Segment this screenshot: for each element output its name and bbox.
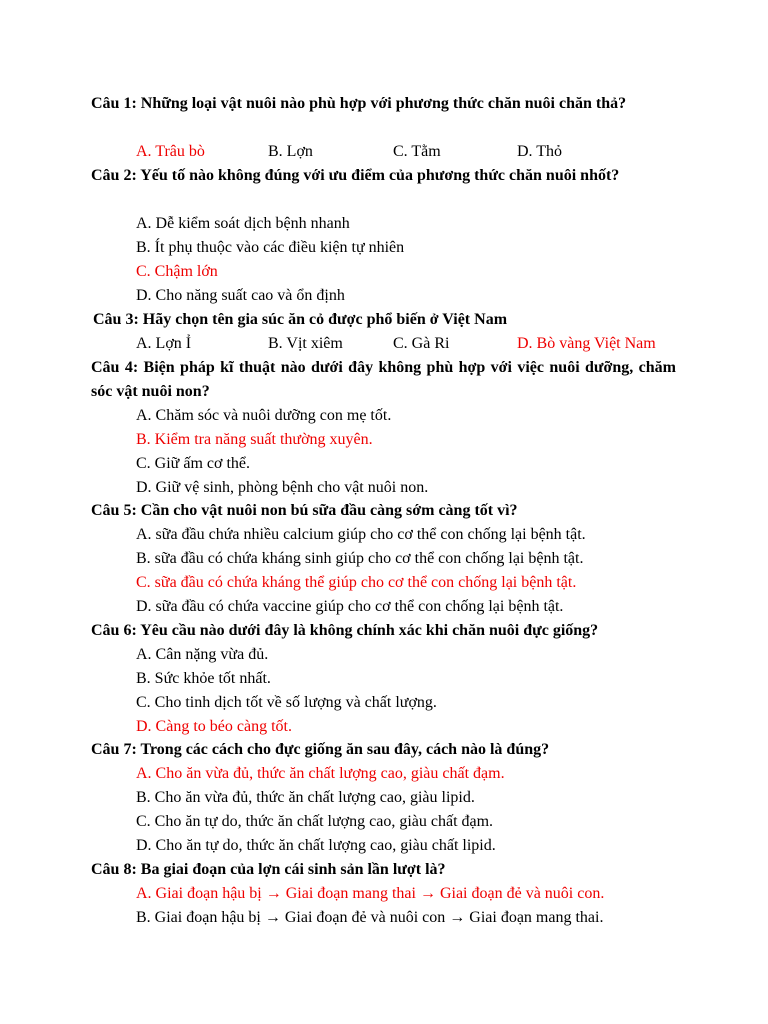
q7-option-c: C. Cho ăn tự do, thức ăn chất lượng cao, giàu chất đạm.: [136, 813, 494, 830]
q6-option-a: A. Cân nặng vừa đủ.: [136, 646, 269, 663]
question-4-stem: Câu 4: Biện pháp kĩ thuật nào dưới đây không phù hợp với việc nuôi dưỡng, chăm sóc vật nuôi non?: [91, 359, 676, 400]
q6-option-b: B. Sức khỏe tốt nhất.: [136, 670, 271, 687]
question-8-stem: Câu 8: Ba giai đoạn của lợn cái sinh sản lần lượt là?: [91, 861, 446, 878]
q4-option-b: B. Kiểm tra năng suất thường xuyên.: [136, 431, 373, 448]
q5-option-d: D. sữa đầu có chứa vaccine giúp cho cơ thể con chống lại bệnh tật.: [136, 598, 564, 615]
q2-option-c: C. Chậm lớn: [136, 263, 218, 280]
q5-option-a: A. sữa đầu chứa nhiều calcium giúp cho cơ thể con chống lại bệnh tật.: [136, 526, 586, 543]
question-1-stem: Câu 1: Những loại vật nuôi nào phù hợp với phương thức chăn nuôi chăn thả?: [91, 95, 627, 112]
q3-option-a: A. Lợn Ỉ: [136, 335, 192, 352]
q4-option-a: A. Chăm sóc và nuôi dưỡng con mẹ tốt.: [136, 407, 392, 424]
q6-option-c: C. Cho tinh dịch tốt về số lượng và chất lượng.: [136, 694, 437, 711]
question-5-stem: Câu 5: Cần cho vật nuôi non bú sữa đầu càng sớm càng tốt vì?: [91, 502, 518, 519]
q5-option-b: B. sữa đầu có chứa kháng sinh giúp cho cơ thể con chống lại bệnh tật.: [136, 550, 584, 567]
q4-option-c: C. Giữ ấm cơ thể.: [136, 455, 250, 472]
q3-option-d: D. Bò vàng Việt Nam: [517, 335, 656, 352]
q1-option-b: B. Lợn: [268, 143, 313, 160]
q1-option-a: A. Trâu bò: [136, 143, 205, 160]
q1-option-d: D. Thỏ: [517, 143, 563, 160]
q7-option-b: B. Cho ăn vừa đủ, thức ăn chất lượng cao, giàu lipid.: [136, 789, 475, 806]
q3-option-c: C. Gà Ri: [393, 335, 450, 352]
q5-option-c: C. sữa đầu có chứa kháng thể giúp cho cơ thể con chống lại bệnh tật.: [136, 574, 577, 591]
q8-option-a: A. Giai đoạn hậu bị → Giai đoạn mang thai → Giai đoạn đẻ và nuôi con.: [136, 885, 605, 902]
q6-option-d: D. Càng to béo càng tốt.: [136, 718, 292, 735]
q1-option-c: C. Tằm: [393, 143, 441, 160]
q3-option-b: B. Vịt xiêm: [268, 335, 343, 352]
q4-option-d: D. Giữ vệ sinh, phòng bệnh cho vật nuôi non.: [136, 479, 429, 496]
q2-option-d: D. Cho năng suất cao và ổn định: [136, 287, 345, 304]
q7-option-a: A. Cho ăn vừa đủ, thức ăn chất lượng cao, giàu chất đạm.: [136, 765, 505, 782]
question-7-stem: Câu 7: Trong các cách cho đực giống ăn sau đây, cách nào là đúng?: [91, 741, 550, 758]
q2-option-b: B. Ít phụ thuộc vào các điều kiện tự nhiên: [136, 239, 405, 256]
question-6-stem: Câu 6: Yêu cầu nào dưới đây là không chính xác khi chăn nuôi đực giống?: [91, 622, 599, 639]
q2-option-a: A. Dễ kiểm soát dịch bệnh nhanh: [136, 215, 350, 232]
q7-option-d: D. Cho ăn tự do, thức ăn chất lượng cao, giàu chất lipid.: [136, 837, 496, 854]
q8-option-b: B. Giai đoạn hậu bị → Giai đoạn đẻ và nuôi con → Giai đoạn mang thai.: [136, 909, 604, 926]
question-2-stem: Câu 2: Yếu tố nào không đúng với ưu điểm của phương thức chăn nuôi nhốt?: [91, 167, 620, 184]
question-3-stem: Câu 3: Hãy chọn tên gia súc ăn cỏ được phổ biến ở Việt Nam: [93, 311, 508, 328]
